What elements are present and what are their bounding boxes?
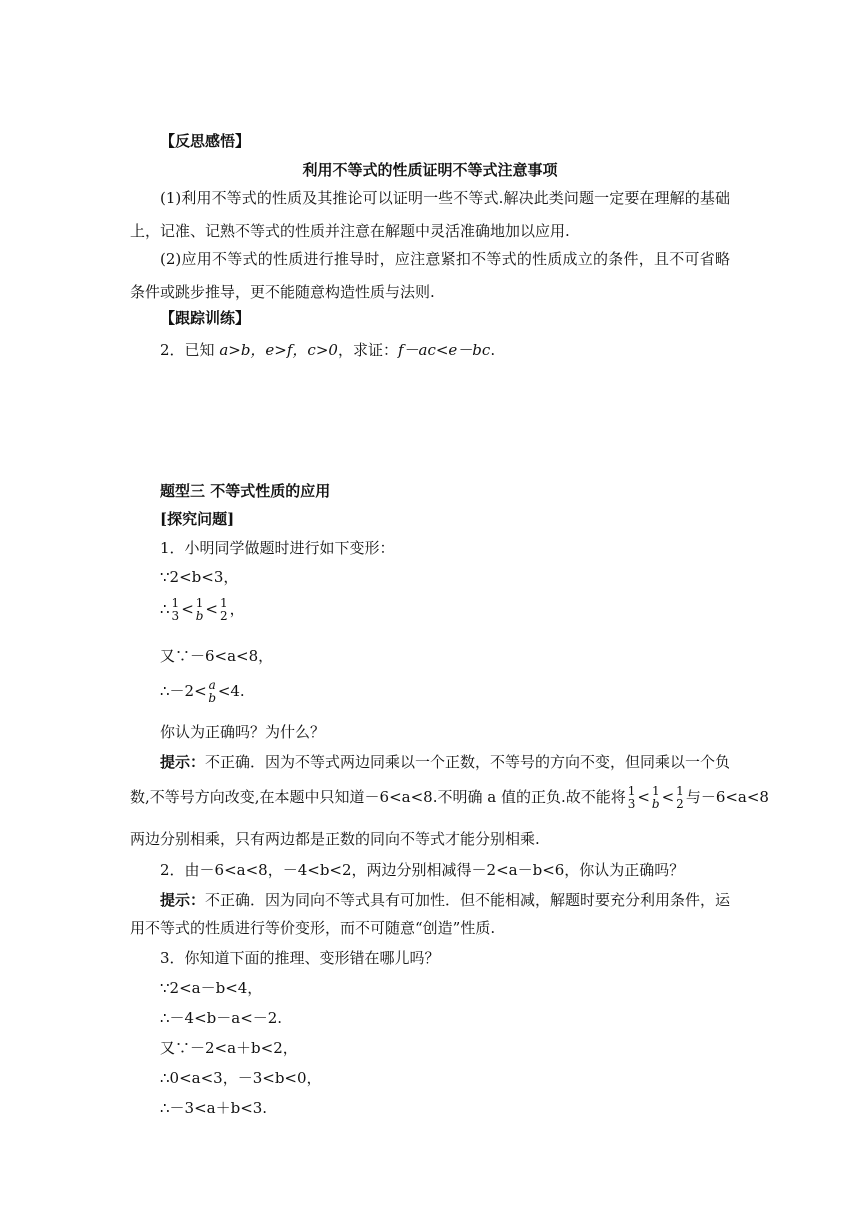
reasoning-step-2: ∴－4<b－a<－2. <box>160 1009 283 1027</box>
section-3-title: 题型三 不等式性质的应用 <box>160 482 331 500</box>
fraction: 1 2 <box>219 596 228 623</box>
hint-2-line-a: 提示：不正确．因为同向不等式具有可加性．但不能相减，解题时要充分利用条件，运 <box>160 891 731 909</box>
explore-heading: [探究问题] <box>160 510 235 528</box>
hint-1-line-c: 两边分别相乘，只有两边都是正数的同向不等式才能分别相乘. <box>130 830 540 848</box>
reasoning-step-5: ∴－3<a＋b<3. <box>160 1099 268 1117</box>
step-1: ∵2<b<3， <box>160 568 239 586</box>
hint-1-line-b: 数,不等号方向改变,在本题中只知道－6<a<8.不明确 a 值的正负.故不能将 1 3 < 1 b < 1 2 与－6<a<8 <box>130 784 769 811</box>
fraction: 1 2 <box>676 784 684 811</box>
fraction: 1 b <box>195 596 204 623</box>
step-3: 又∵－6<a<8， <box>160 647 274 665</box>
question-2: 2．由－6<a<8，－4<b<2，两边分别相减得－2<a－b<6，你认为正确吗？ <box>160 861 685 879</box>
question-3: 3．你知道下面的推理、变形错在哪儿吗？ <box>160 949 440 967</box>
question-1-intro: 1．小明同学做题时进行如下变形： <box>160 539 395 557</box>
hint-2-line-b: 用不等式的性质进行等价变形，而不可随意“创造”性质. <box>130 919 496 937</box>
reflection-heading: 【反思感悟】 <box>160 132 251 150</box>
hint-1-line-a: 提示：不正确．因为不等式两边同乘以一个正数，不等号的方向不变，但同乘以一个负 <box>160 753 731 771</box>
reflection-paragraph-1: (1)利用不等式的性质及其推论可以证明一些不等式.解决此类问题一定要在理解的基础上，记准、记熟不等式的性质并注意在解题中灵活准确地加以应用. <box>130 189 730 240</box>
practice-question-2: 2．已知 a>b，e>f，c>0，求证：f－ac<e－bc. <box>160 341 496 359</box>
step-4: ∴－2< a b <4. <box>160 678 245 705</box>
reasoning-step-4: ∴0<a<3，－3<b<0， <box>160 1069 322 1087</box>
reflection-title: 利用不等式的性质证明不等式注意事项 <box>302 161 558 179</box>
reasoning-step-1: ∵2<a－b<4， <box>160 979 263 997</box>
reasoning-step-3: 又∵－2<a＋b<2， <box>160 1039 298 1057</box>
practice-heading: 【跟踪训练】 <box>160 309 251 327</box>
reflection-paragraph-2: (2)应用不等式的性质进行推导时，应注意紧扣不等式的性质成立的条件，且不可省略条件或跳步推导，更不能随意构造性质与法则. <box>130 250 730 301</box>
question-1-ask: 你认为正确吗？为什么？ <box>160 723 326 741</box>
step-2: ∴ 1 3 < 1 b < 1 2 ， <box>160 596 245 623</box>
fraction: 1 3 <box>627 784 636 811</box>
fraction: a b <box>208 678 217 705</box>
fraction: 1 3 <box>171 596 180 623</box>
fraction: 1 b <box>651 784 660 811</box>
